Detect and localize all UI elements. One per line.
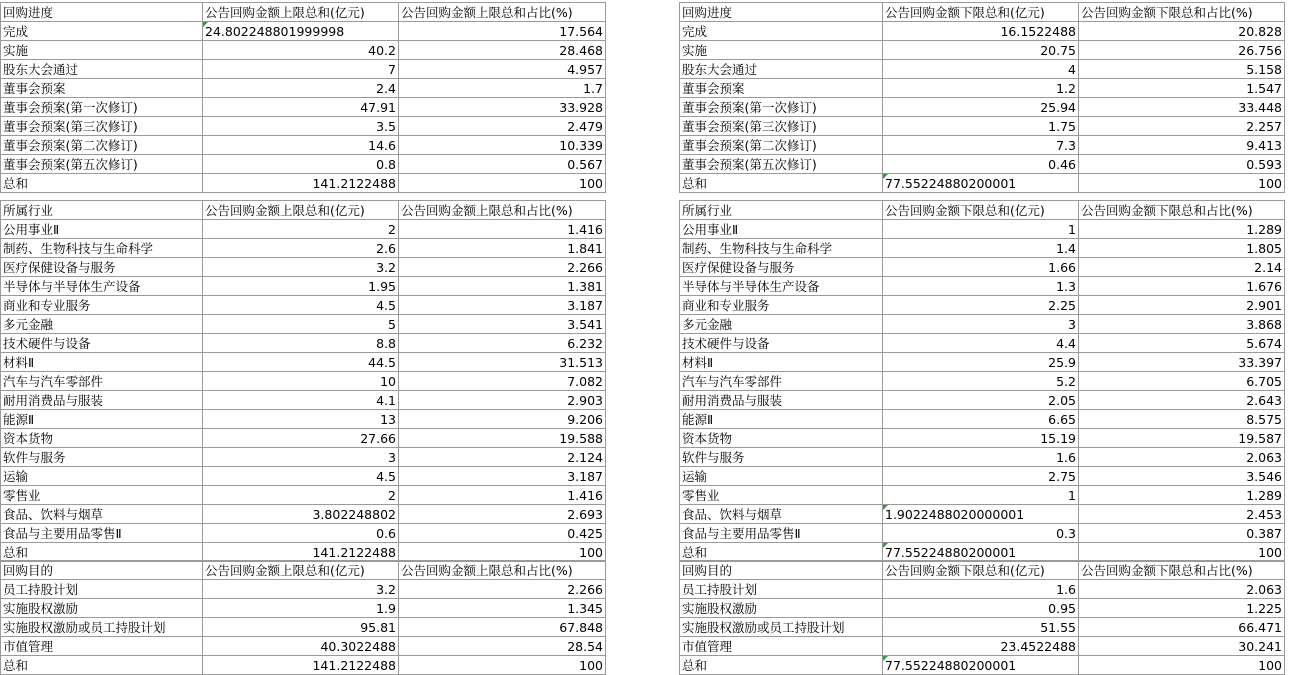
amount-cell[interactable]: 1.9: [203, 599, 399, 618]
percent-cell[interactable]: 6.705: [1079, 372, 1285, 391]
percent-cell[interactable]: 100: [399, 174, 606, 193]
amount-cell[interactable]: 1.6: [883, 580, 1079, 599]
table-row: [680, 220, 1285, 239]
percent-cell[interactable]: 6.232: [399, 334, 606, 353]
row-label-cell[interactable]: 能源Ⅱ: [680, 410, 883, 429]
table-row: [680, 656, 1285, 675]
row-label-cell[interactable]: 实施股权激励: [1, 599, 203, 618]
row-label-cell[interactable]: 食品、饮料与烟草: [1, 505, 203, 524]
amount-cell[interactable]: 3.802248802: [203, 505, 399, 524]
amount-cell[interactable]: 3.5: [203, 117, 399, 136]
amount-cell[interactable]: 0.8: [203, 155, 399, 174]
table-progress-lower: [679, 2, 1285, 193]
percent-cell[interactable]: 2.693: [399, 505, 606, 524]
percent-cell[interactable]: 2.903: [399, 391, 606, 410]
amount-cell[interactable]: 2.6: [203, 239, 399, 258]
row-label-cell[interactable]: 技术硬件与设备: [1, 334, 203, 353]
column-header[interactable]: 回购目的: [680, 561, 883, 580]
table-row: [1, 410, 606, 429]
amount-cell[interactable]: 2.4: [203, 79, 399, 98]
column-header[interactable]: 回购进度: [1, 3, 203, 22]
table-row: [680, 79, 1285, 98]
percent-cell[interactable]: 0.567: [399, 155, 606, 174]
row-label-cell[interactable]: 实施股权激励或员工持股计划: [680, 618, 883, 637]
percent-cell[interactable]: 1.345: [399, 599, 606, 618]
table-row: [680, 353, 1285, 372]
amount-cell[interactable]: 20.75: [883, 41, 1079, 60]
row-label-cell[interactable]: 制药、生物科技与生命科学: [680, 239, 883, 258]
column-header[interactable]: 公告回购金额下限总和(亿元): [883, 201, 1079, 220]
row-label-cell[interactable]: 软件与服务: [1, 448, 203, 467]
amount-cell[interactable]: 16.1522488: [883, 22, 1079, 41]
column-header[interactable]: 公告回购金额下限总和占比(%): [1079, 561, 1285, 580]
header-row: [1, 201, 606, 220]
percent-cell[interactable]: 0.387: [1079, 524, 1285, 543]
row-label-cell[interactable]: 制药、生物科技与生命科学: [1, 239, 203, 258]
table-row: [1, 353, 606, 372]
amount-cell[interactable]: 0.3: [883, 524, 1079, 543]
table-row: [680, 334, 1285, 353]
table-row: [1, 117, 606, 136]
row-label-cell[interactable]: 半导体与半导体生产设备: [680, 277, 883, 296]
table-row: [1, 448, 606, 467]
amount-cell[interactable]: 1.4: [883, 239, 1079, 258]
column-header[interactable]: 所属行业: [1, 201, 203, 220]
column-header[interactable]: 所属行业: [680, 201, 883, 220]
percent-cell[interactable]: 100: [399, 656, 606, 675]
row-label-cell[interactable]: 市值管理: [1, 637, 203, 656]
row-label-cell[interactable]: 汽车与汽车零部件: [680, 372, 883, 391]
percent-cell[interactable]: 28.54: [399, 637, 606, 656]
column-header[interactable]: 公告回购金额下限总和(亿元): [883, 3, 1079, 22]
table-row: [680, 41, 1285, 60]
amount-cell[interactable]: 47.91: [203, 98, 399, 117]
amount-cell[interactable]: 1.95: [203, 277, 399, 296]
amount-cell[interactable]: 2: [203, 486, 399, 505]
row-label-cell[interactable]: 董事会预案(第一次修订): [1, 98, 203, 117]
amount-cell[interactable]: 0.46: [883, 155, 1079, 174]
row-label-cell[interactable]: 实施: [680, 41, 883, 60]
amount-cell[interactable]: 4.5: [203, 296, 399, 315]
table-row: [680, 296, 1285, 315]
table-row: [680, 410, 1285, 429]
table-row: [1, 98, 606, 117]
percent-cell[interactable]: 8.575: [1079, 410, 1285, 429]
percent-cell[interactable]: 3.187: [399, 296, 606, 315]
table-row: [1, 372, 606, 391]
amount-cell[interactable]: 3.2: [203, 258, 399, 277]
percent-cell[interactable]: 2.479: [399, 117, 606, 136]
amount-cell[interactable]: 141.2122488: [203, 174, 399, 193]
amount-cell[interactable]: 4.1: [203, 391, 399, 410]
percent-cell[interactable]: 2.266: [399, 580, 606, 599]
amount-cell[interactable]: 77.55224880200001: [883, 174, 1079, 193]
row-label-cell[interactable]: 总和: [1, 656, 203, 675]
amount-cell[interactable]: 27.66: [203, 429, 399, 448]
percent-cell[interactable]: 10.339: [399, 136, 606, 155]
amount-cell[interactable]: 141.2122488: [203, 656, 399, 675]
percent-cell[interactable]: 2.901: [1079, 296, 1285, 315]
amount-cell[interactable]: 77.55224880200001: [883, 543, 1079, 562]
row-label-cell[interactable]: 医疗保健设备与服务: [1, 258, 203, 277]
percent-cell[interactable]: 1.676: [1079, 277, 1285, 296]
amount-cell[interactable]: 44.5: [203, 353, 399, 372]
table-industry-lower: [679, 200, 1285, 562]
table-row: [680, 580, 1285, 599]
amount-cell[interactable]: 77.55224880200001: [883, 656, 1079, 675]
percent-cell[interactable]: 31.513: [399, 353, 606, 372]
percent-cell[interactable]: 4.957: [399, 60, 606, 79]
row-label-cell[interactable]: 耐用消费品与服装: [1, 391, 203, 410]
row-label-cell[interactable]: 运输: [680, 467, 883, 486]
percent-cell[interactable]: 33.928: [399, 98, 606, 117]
table-row: [680, 372, 1285, 391]
row-label-cell[interactable]: 董事会预案: [680, 79, 883, 98]
percent-cell[interactable]: 1.289: [1079, 220, 1285, 239]
percent-cell[interactable]: 2.063: [1079, 580, 1285, 599]
row-label-cell[interactable]: 市值管理: [680, 637, 883, 656]
amount-cell[interactable]: 3: [883, 315, 1079, 334]
amount-cell[interactable]: 1.9022488020000001: [883, 505, 1079, 524]
row-label-cell[interactable]: 半导体与半导体生产设备: [1, 277, 203, 296]
table-row: [1, 580, 606, 599]
table-row: [680, 155, 1285, 174]
table-row: [680, 239, 1285, 258]
column-header[interactable]: 回购目的: [1, 561, 203, 580]
table-row: [1, 618, 606, 637]
row-label-cell[interactable]: 商业和专业服务: [680, 296, 883, 315]
amount-cell[interactable]: 1: [883, 486, 1079, 505]
row-label-cell[interactable]: 耐用消费品与服装: [680, 391, 883, 410]
table-row: [680, 98, 1285, 117]
table-row: [1, 239, 606, 258]
table-row: [1, 174, 606, 193]
row-label-cell[interactable]: 软件与服务: [680, 448, 883, 467]
percent-cell[interactable]: 9.413: [1079, 136, 1285, 155]
table-row: [1, 429, 606, 448]
amount-cell[interactable]: 40.3022488: [203, 637, 399, 656]
row-label-cell[interactable]: 运输: [1, 467, 203, 486]
percent-cell[interactable]: 9.206: [399, 410, 606, 429]
table-row: [1, 277, 606, 296]
amount-cell[interactable]: 1.3: [883, 277, 1079, 296]
amount-cell[interactable]: 7.3: [883, 136, 1079, 155]
amount-cell[interactable]: 0.95: [883, 599, 1079, 618]
table-row: [1, 220, 606, 239]
table-row: [680, 429, 1285, 448]
percent-cell[interactable]: 1.289: [1079, 486, 1285, 505]
amount-cell[interactable]: 1: [883, 220, 1079, 239]
header-row: [680, 201, 1285, 220]
row-label-cell[interactable]: 董事会预案(第二次修订): [680, 136, 883, 155]
table-row: [1, 41, 606, 60]
table-row: [680, 117, 1285, 136]
amount-cell[interactable]: 1.66: [883, 258, 1079, 277]
percent-cell[interactable]: 66.471: [1079, 618, 1285, 637]
header-row: [680, 561, 1285, 580]
table-row: [680, 467, 1285, 486]
table-row: [1, 136, 606, 155]
table-row: [680, 505, 1285, 524]
table-row: [1, 296, 606, 315]
row-label-cell[interactable]: 总和: [1, 174, 203, 193]
row-label-cell[interactable]: 董事会预案(第一次修订): [680, 98, 883, 117]
row-label-cell[interactable]: 零售业: [1, 486, 203, 505]
table-industry-upper: [0, 200, 606, 562]
row-label-cell[interactable]: 实施: [1, 41, 203, 60]
column-header[interactable]: 公告回购金额下限总和占比(%): [1079, 3, 1285, 22]
percent-cell[interactable]: 1.805: [1079, 239, 1285, 258]
table-row: [680, 174, 1285, 193]
row-label-cell[interactable]: 材料Ⅱ: [1, 353, 203, 372]
amount-cell[interactable]: 5: [203, 315, 399, 334]
percent-cell[interactable]: 19.587: [1079, 429, 1285, 448]
percent-cell[interactable]: 2.14: [1079, 258, 1285, 277]
amount-cell[interactable]: 25.94: [883, 98, 1079, 117]
amount-cell[interactable]: 13: [203, 410, 399, 429]
row-label-cell[interactable]: 董事会预案(第五次修订): [680, 155, 883, 174]
header-row: [680, 3, 1285, 22]
row-label-cell[interactable]: 董事会预案(第三次修订): [680, 117, 883, 136]
table-row: [680, 618, 1285, 637]
row-label-cell[interactable]: 材料Ⅱ: [680, 353, 883, 372]
percent-cell[interactable]: 2.266: [399, 258, 606, 277]
table-row: [1, 60, 606, 79]
row-label-cell[interactable]: 董事会预案(第五次修订): [1, 155, 203, 174]
header-row: [1, 3, 606, 22]
row-label-cell[interactable]: 员工持股计划: [680, 580, 883, 599]
amount-cell[interactable]: 6.65: [883, 410, 1079, 429]
percent-cell[interactable]: 3.541: [399, 315, 606, 334]
table-row: [680, 599, 1285, 618]
percent-cell[interactable]: 1.547: [1079, 79, 1285, 98]
amount-cell[interactable]: 95.81: [203, 618, 399, 637]
percent-cell[interactable]: 2.257: [1079, 117, 1285, 136]
amount-cell[interactable]: 4.5: [203, 467, 399, 486]
table-row: [1, 467, 606, 486]
row-label-cell[interactable]: 食品与主要用品零售Ⅱ: [1, 524, 203, 543]
percent-cell[interactable]: 3.187: [399, 467, 606, 486]
table-row: [680, 258, 1285, 277]
amount-cell[interactable]: 14.6: [203, 136, 399, 155]
percent-cell[interactable]: 3.546: [1079, 467, 1285, 486]
amount-cell[interactable]: 10: [203, 372, 399, 391]
table-row: [680, 277, 1285, 296]
table-row: [680, 486, 1285, 505]
column-header[interactable]: 公告回购金额上限总和占比(%): [399, 561, 606, 580]
percent-cell[interactable]: 20.828: [1079, 22, 1285, 41]
row-label-cell[interactable]: 董事会预案: [1, 79, 203, 98]
column-header[interactable]: 公告回购金额下限总和占比(%): [1079, 201, 1285, 220]
amount-cell[interactable]: 4: [883, 60, 1079, 79]
percent-cell[interactable]: 0.425: [399, 524, 606, 543]
percent-cell[interactable]: 1.7: [399, 79, 606, 98]
percent-cell[interactable]: 100: [399, 543, 606, 562]
amount-cell[interactable]: 2: [203, 220, 399, 239]
table-row: [1, 524, 606, 543]
row-label-cell[interactable]: 商业和专业服务: [1, 296, 203, 315]
table-row: [680, 543, 1285, 562]
table-row: [1, 22, 606, 41]
table-row: [1, 155, 606, 174]
table-progress-upper: [0, 2, 606, 193]
row-label-cell[interactable]: 完成: [1, 22, 203, 41]
table-row: [1, 505, 606, 524]
row-label-cell[interactable]: 能源Ⅱ: [1, 410, 203, 429]
table-row: [680, 637, 1285, 656]
table-row: [680, 60, 1285, 79]
amount-cell[interactable]: 4.4: [883, 334, 1079, 353]
amount-cell[interactable]: 1.6: [883, 448, 1079, 467]
column-header[interactable]: 公告回购金额上限总和(亿元): [203, 201, 399, 220]
amount-cell[interactable]: 3.2: [203, 580, 399, 599]
table-row: [680, 391, 1285, 410]
column-header[interactable]: 回购进度: [680, 3, 883, 22]
percent-cell[interactable]: 33.448: [1079, 98, 1285, 117]
percent-cell[interactable]: 5.674: [1079, 334, 1285, 353]
row-label-cell[interactable]: 董事会预案(第二次修订): [1, 136, 203, 155]
column-header[interactable]: 公告回购金额上限总和占比(%): [399, 201, 606, 220]
table-row: [680, 524, 1285, 543]
row-label-cell[interactable]: 医疗保健设备与服务: [680, 258, 883, 277]
percent-cell[interactable]: 28.468: [399, 41, 606, 60]
table-row: [1, 599, 606, 618]
row-label-cell[interactable]: 技术硬件与设备: [680, 334, 883, 353]
table-row: [1, 637, 606, 656]
percent-cell[interactable]: 30.241: [1079, 637, 1285, 656]
percent-cell[interactable]: 1.381: [399, 277, 606, 296]
table-row: [1, 656, 606, 675]
row-label-cell[interactable]: 股东大会通过: [680, 60, 883, 79]
column-header[interactable]: 公告回购金额上限总和占比(%): [399, 3, 606, 22]
percent-cell[interactable]: 100: [1079, 656, 1285, 675]
table-row: [1, 334, 606, 353]
percent-cell[interactable]: 1.416: [399, 220, 606, 239]
table-row: [680, 22, 1285, 41]
table-row: [1, 543, 606, 562]
amount-cell[interactable]: 1.75: [883, 117, 1079, 136]
row-label-cell[interactable]: 多元金融: [1, 315, 203, 334]
percent-cell[interactable]: 2.453: [1079, 505, 1285, 524]
row-label-cell[interactable]: 员工持股计划: [1, 580, 203, 599]
row-label-cell[interactable]: 总和: [680, 174, 883, 193]
amount-cell[interactable]: 141.2122488: [203, 543, 399, 562]
header-row: [1, 561, 606, 580]
percent-cell[interactable]: 2.124: [399, 448, 606, 467]
percent-cell[interactable]: 100: [1079, 543, 1285, 562]
percent-cell[interactable]: 17.564: [399, 22, 606, 41]
amount-cell[interactable]: 23.4522488: [883, 637, 1079, 656]
table-row: [1, 486, 606, 505]
percent-cell[interactable]: 33.397: [1079, 353, 1285, 372]
percent-cell[interactable]: 100: [1079, 174, 1285, 193]
percent-cell[interactable]: 0.593: [1079, 155, 1285, 174]
amount-cell[interactable]: 2.25: [883, 296, 1079, 315]
row-label-cell[interactable]: 总和: [1, 543, 203, 562]
column-header[interactable]: 公告回购金额下限总和(亿元): [883, 561, 1079, 580]
table-row: [1, 315, 606, 334]
amount-cell[interactable]: 24.802248801999998: [203, 22, 399, 41]
amount-cell[interactable]: 40.2: [203, 41, 399, 60]
row-label-cell[interactable]: 实施股权激励或员工持股计划: [1, 618, 203, 637]
row-label-cell[interactable]: 零售业: [680, 486, 883, 505]
amount-cell[interactable]: 1.2: [883, 79, 1079, 98]
row-label-cell[interactable]: 完成: [680, 22, 883, 41]
row-label-cell[interactable]: 股东大会通过: [1, 60, 203, 79]
row-label-cell[interactable]: 总和: [680, 656, 883, 675]
percent-cell[interactable]: 67.848: [399, 618, 606, 637]
row-label-cell[interactable]: 食品、饮料与烟草: [680, 505, 883, 524]
table-row: [680, 136, 1285, 155]
percent-cell[interactable]: 5.158: [1079, 60, 1285, 79]
percent-cell[interactable]: 26.756: [1079, 41, 1285, 60]
percent-cell[interactable]: 19.588: [399, 429, 606, 448]
table-row: [1, 391, 606, 410]
row-label-cell[interactable]: 公用事业Ⅱ: [1, 220, 203, 239]
amount-cell[interactable]: 7: [203, 60, 399, 79]
table-row: [1, 79, 606, 98]
column-header[interactable]: 公告回购金额上限总和(亿元): [203, 561, 399, 580]
percent-cell[interactable]: 1.416: [399, 486, 606, 505]
column-header[interactable]: 公告回购金额上限总和(亿元): [203, 3, 399, 22]
amount-cell[interactable]: 0.6: [203, 524, 399, 543]
row-label-cell[interactable]: 总和: [680, 543, 883, 562]
percent-cell[interactable]: 1.225: [1079, 599, 1285, 618]
amount-cell[interactable]: 2.75: [883, 467, 1079, 486]
table-row: [680, 448, 1285, 467]
row-label-cell[interactable]: 汽车与汽车零部件: [1, 372, 203, 391]
row-label-cell[interactable]: 多元金融: [680, 315, 883, 334]
amount-cell[interactable]: 3: [203, 448, 399, 467]
table-purpose-lower: [679, 560, 1285, 675]
table-row: [1, 258, 606, 277]
percent-cell[interactable]: 1.841: [399, 239, 606, 258]
amount-cell[interactable]: 5.2: [883, 372, 1079, 391]
table-row: [680, 315, 1285, 334]
amount-cell[interactable]: 2.05: [883, 391, 1079, 410]
row-label-cell[interactable]: 董事会预案(第三次修订): [1, 117, 203, 136]
table-purpose-upper: [0, 560, 606, 675]
amount-cell[interactable]: 8.8: [203, 334, 399, 353]
percent-cell[interactable]: 2.063: [1079, 448, 1285, 467]
percent-cell[interactable]: 3.868: [1079, 315, 1285, 334]
row-label-cell[interactable]: 公用事业Ⅱ: [680, 220, 883, 239]
amount-cell[interactable]: 15.19: [883, 429, 1079, 448]
amount-cell[interactable]: 51.55: [883, 618, 1079, 637]
row-label-cell[interactable]: 食品与主要用品零售Ⅱ: [680, 524, 883, 543]
row-label-cell[interactable]: 资本货物: [680, 429, 883, 448]
percent-cell[interactable]: 7.082: [399, 372, 606, 391]
amount-cell[interactable]: 25.9: [883, 353, 1079, 372]
row-label-cell[interactable]: 实施股权激励: [680, 599, 883, 618]
row-label-cell[interactable]: 资本货物: [1, 429, 203, 448]
percent-cell[interactable]: 2.643: [1079, 391, 1285, 410]
